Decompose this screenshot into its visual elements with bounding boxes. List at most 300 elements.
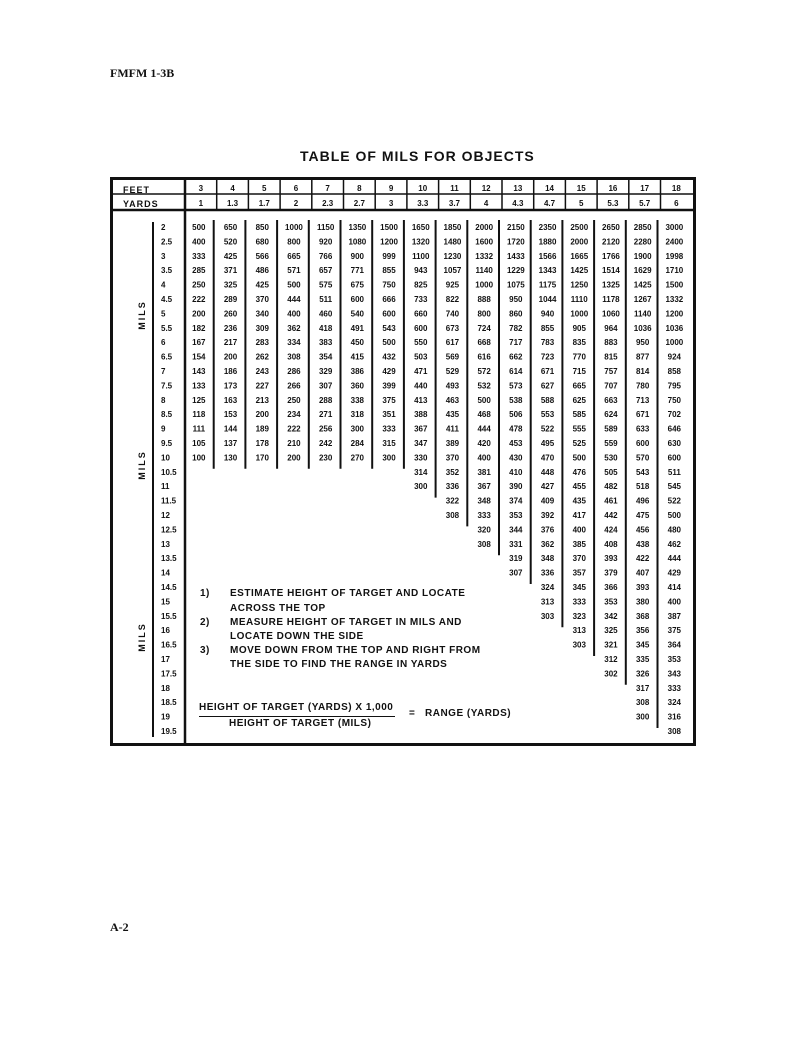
- mils-cell: 850: [255, 223, 269, 232]
- mils-cell: 444: [477, 424, 491, 434]
- mils-cell: 321: [604, 640, 618, 650]
- mils-cell: 766: [318, 251, 333, 261]
- mils-cell: 230: [318, 453, 333, 463]
- formula-numerator: HEIGHT OF TARGET (YARDS) X 1,000: [199, 702, 394, 713]
- mils-cell: 417: [572, 511, 586, 520]
- mils-cell: 105: [192, 439, 206, 448]
- mils-row-label: 7: [161, 367, 166, 376]
- mils-cell: 312: [604, 655, 618, 664]
- mils-row-label: 4.5: [161, 295, 173, 304]
- mils-cell: 570: [635, 453, 650, 463]
- mils-cell: 500: [477, 395, 491, 405]
- mils-cell: 1100: [412, 251, 430, 261]
- mils-cell: 250: [287, 395, 301, 405]
- mils-cell: 170: [255, 453, 269, 463]
- mils-cell: 940: [540, 309, 555, 319]
- mils-cell: 1710: [665, 266, 684, 276]
- mils-cell: 673: [445, 323, 460, 333]
- mils-cell: 780: [635, 381, 650, 391]
- mils-cell: 1500: [380, 223, 398, 232]
- mils-cell: 855: [540, 323, 555, 333]
- mils-cell: 999: [382, 251, 396, 261]
- mils-cell: 1110: [570, 295, 588, 304]
- mils-cell: 308: [287, 352, 301, 362]
- mils-cell: 418: [318, 323, 333, 333]
- mils-cell: 356: [635, 626, 650, 636]
- mils-table: [110, 177, 696, 746]
- mils-cell: 925: [445, 280, 460, 290]
- mils-cell: 2400: [665, 237, 684, 247]
- mils-cell: 482: [604, 482, 618, 492]
- mils-label-2: MILS: [136, 450, 147, 480]
- mils-cell: 943: [414, 266, 428, 276]
- yards-value: 4.3: [512, 199, 524, 208]
- mils-cell: 302: [604, 669, 618, 679]
- mils-cell: 518: [635, 482, 650, 492]
- mils-cell: 438: [635, 539, 650, 549]
- mils-cell: 860: [509, 309, 523, 319]
- yards-value: 3: [388, 199, 394, 208]
- mils-cell: 500: [192, 223, 206, 232]
- mils-cell: 964: [604, 323, 618, 333]
- mils-cell: 616: [477, 352, 491, 362]
- mils-cell: 520: [223, 237, 238, 247]
- mils-cell: 400: [572, 525, 586, 535]
- mils-row-label: 8.5: [161, 410, 173, 420]
- page-header: FMFM 1-3B: [110, 66, 175, 80]
- mils-cell: 370: [572, 554, 586, 564]
- mils-cell: 336: [445, 482, 460, 492]
- mils-cell: 1000: [665, 338, 684, 348]
- mils-cell: 111: [192, 424, 206, 434]
- mils-cell: 352: [445, 467, 460, 477]
- mils-cell: 538: [509, 395, 523, 405]
- mils-cell: 950: [509, 295, 523, 304]
- mils-cell: 496: [635, 496, 650, 506]
- mils-cell: 163: [223, 395, 238, 405]
- mils-cell: 1150: [316, 223, 335, 232]
- mils-cell: 154: [192, 352, 206, 362]
- mils-cell: 334: [287, 338, 301, 348]
- mils-row-label: 14: [161, 568, 170, 578]
- mils-cell: 569: [445, 352, 460, 362]
- feet-label: FEET: [123, 185, 151, 195]
- mils-cell: 455: [572, 482, 586, 492]
- mils-cell: 322: [445, 496, 460, 506]
- mils-cell: 348: [477, 496, 491, 506]
- mils-cell: 222: [287, 424, 301, 434]
- mils-cell: 723: [540, 352, 555, 362]
- mils-cell: 429: [667, 568, 682, 578]
- mils-cell: 657: [318, 266, 333, 276]
- mils-cell: 478: [509, 424, 523, 434]
- mils-cell: 200: [255, 410, 269, 420]
- instruction-3-line-1: MOVE DOWN FROM THE TOP AND RIGHT FROM: [230, 645, 481, 656]
- formula-result: RANGE (YARDS): [425, 708, 512, 719]
- mils-cell: 680: [255, 237, 269, 247]
- mils-row-label: 10.5: [161, 467, 177, 477]
- mils-cell: 410: [509, 467, 523, 477]
- feet-value: 5: [262, 184, 267, 193]
- mils-cell: 675: [350, 280, 365, 290]
- mils-cell: 724: [477, 323, 491, 333]
- mils-cell: 600: [382, 309, 396, 319]
- mils-cell: 314: [414, 467, 428, 477]
- mils-cell: 250: [192, 280, 206, 290]
- mils-cell: 650: [223, 223, 238, 232]
- mils-cell: 665: [572, 381, 586, 391]
- yards-value: 1: [198, 199, 204, 208]
- mils-cell: 600: [350, 295, 365, 304]
- mils-cell: 173: [223, 381, 238, 391]
- mils-cell: 1000: [570, 309, 589, 319]
- mils-cell: 630: [667, 439, 682, 448]
- feet-value: 16: [608, 184, 618, 193]
- mils-cell: 1514: [602, 266, 620, 276]
- mils-cell: 471: [414, 367, 428, 376]
- mils-cell: 284: [350, 439, 365, 448]
- mils-cell: 543: [635, 467, 650, 477]
- mils-cell: 390: [509, 482, 523, 492]
- mils-cell: 713: [635, 395, 650, 405]
- mils-cell: 270: [350, 453, 365, 463]
- mils-cell: 1766: [602, 251, 620, 261]
- mils-cell: 309: [255, 323, 269, 333]
- mils-cell: 333: [477, 511, 491, 520]
- mils-cell: 1000: [475, 280, 494, 290]
- mils-cell: 815: [604, 352, 618, 362]
- mils-cell: 271: [318, 410, 333, 420]
- mils-cell: 366: [604, 583, 618, 592]
- feet-value: 11: [450, 184, 459, 193]
- mils-cell: 1267: [633, 295, 652, 304]
- mils-cell: 345: [572, 583, 586, 592]
- instruction-1-line-1: ESTIMATE HEIGHT OF TARGET AND LOCATE: [230, 588, 466, 599]
- yards-value: 5.3: [607, 199, 619, 208]
- table-title: TABLE OF MILS FOR OBJECTS: [300, 148, 535, 164]
- mils-cell: 400: [477, 453, 491, 463]
- mils-cell: 545: [667, 482, 682, 492]
- mils-cell: 1000: [285, 223, 303, 232]
- mils-cell: 393: [604, 554, 618, 564]
- mils-row-label: 4: [161, 280, 166, 290]
- mils-cell: 1075: [506, 280, 525, 290]
- mils-cell: 364: [667, 640, 682, 650]
- mils-cell: 2850: [633, 223, 652, 232]
- mils-cell: 415: [350, 352, 365, 362]
- mils-cell: 338: [350, 395, 365, 405]
- mils-cell: 486: [255, 266, 269, 276]
- mils-cell: 500: [667, 511, 682, 520]
- mils-cell: 2000: [570, 237, 589, 247]
- mils-cell: 757: [604, 367, 618, 376]
- mils-cell: 1140: [475, 266, 493, 276]
- mils-cell: 660: [414, 309, 428, 319]
- mils-cell: 375: [667, 626, 682, 636]
- mils-cell: 300: [635, 712, 650, 722]
- mils-cell: 522: [540, 424, 555, 434]
- mils-cell: 303: [540, 611, 555, 621]
- mils-cell: 475: [635, 511, 650, 520]
- mils-cell: 444: [287, 295, 301, 304]
- mils-cell: 589: [604, 424, 618, 434]
- feet-value: 3: [198, 184, 204, 193]
- mils-row-label: 9: [161, 424, 166, 434]
- mils-cell: 600: [414, 323, 428, 333]
- mils-cell: 825: [414, 280, 428, 290]
- mils-cell: 303: [572, 640, 586, 650]
- mils-cell: 186: [223, 367, 238, 376]
- mils-cell: 118: [192, 410, 206, 420]
- mils-cell: 2150: [506, 223, 525, 232]
- feet-value: 7: [325, 184, 330, 193]
- mils-cell: 715: [572, 367, 586, 376]
- mils-cell: 308: [635, 698, 650, 708]
- mils-cell: 505: [604, 467, 618, 477]
- feet-value: 6: [293, 184, 299, 193]
- mils-cell: 399: [382, 381, 396, 391]
- yards-value: 3.3: [417, 199, 429, 208]
- mils-cell: 367: [414, 424, 428, 434]
- mils-row-label: 5: [161, 309, 166, 319]
- mils-cell: 1320: [411, 237, 430, 247]
- mils-cell: 491: [350, 323, 365, 333]
- mils-cell: 550: [414, 338, 428, 348]
- mils-cell: 319: [509, 554, 523, 564]
- mils-cell: 585: [572, 410, 586, 420]
- feet-value: 10: [418, 184, 428, 193]
- mils-label-1: MILS: [136, 300, 147, 330]
- mils-cell: 318: [350, 410, 365, 420]
- mils-cell: 283: [255, 338, 269, 348]
- mils-cell: 624: [604, 410, 618, 420]
- mils-cell: 2120: [602, 237, 620, 247]
- mils-cell: 333: [572, 597, 586, 607]
- mils-cell: 663: [604, 395, 618, 405]
- mils-cell: 351: [382, 410, 396, 420]
- mils-cell: 468: [477, 410, 491, 420]
- yards-value: 1.7: [258, 199, 270, 208]
- yards-value: 5.7: [639, 199, 651, 208]
- mils-cell: 2350: [538, 223, 557, 232]
- mils-cell: 222: [192, 295, 206, 304]
- mils-cell: 600: [667, 453, 682, 463]
- mils-cell: 435: [572, 496, 586, 506]
- mils-cell: 1433: [506, 251, 525, 261]
- mils-cell: 1332: [475, 251, 494, 261]
- mils-cell: 353: [667, 655, 682, 664]
- mils-cell: 325: [223, 280, 238, 290]
- mils-cell: 750: [382, 280, 396, 290]
- mils-cell: 331: [509, 539, 523, 549]
- mils-cell: 1425: [633, 280, 652, 290]
- feet-value: 4: [230, 184, 235, 193]
- yards-value: 3.7: [448, 199, 461, 208]
- mils-cell: 317: [635, 683, 650, 693]
- mils-cell: 500: [572, 453, 586, 463]
- mils-cell: 540: [350, 309, 365, 319]
- mils-cell: 571: [287, 266, 301, 276]
- mils-cell: 376: [540, 525, 555, 535]
- mils-cell: 420: [477, 439, 491, 448]
- mils-row-label: 16.5: [161, 640, 177, 650]
- mils-cell: 381: [477, 467, 491, 477]
- mils-cell: 320: [477, 525, 491, 535]
- mils-cell: 1900: [633, 251, 652, 261]
- mils-cell: 370: [445, 453, 460, 463]
- mils-cell: 668: [477, 338, 491, 348]
- mils-cell: 495: [540, 439, 555, 448]
- mils-cell: 633: [635, 424, 650, 434]
- mils-cell: 924: [667, 352, 682, 362]
- mils-cell: 153: [223, 410, 238, 420]
- mils-row-label: 6.5: [161, 352, 173, 362]
- mils-cell: 234: [287, 410, 301, 420]
- mils-cell: 476: [572, 467, 586, 477]
- mils-cell: 362: [540, 539, 555, 549]
- mils-cell: 333: [192, 251, 206, 261]
- mils-cell: 1650: [411, 223, 430, 232]
- mils-cell: 137: [223, 439, 238, 448]
- mils-cell: 217: [223, 338, 238, 348]
- mils-cell: 344: [509, 525, 523, 535]
- mils-cell: 440: [414, 381, 428, 391]
- mils-cell: 367: [477, 482, 491, 492]
- instruction-2-line-2: LOCATE DOWN THE SIDE: [230, 631, 364, 642]
- mils-cell: 1665: [570, 251, 589, 261]
- mils-cell: 617: [445, 338, 460, 348]
- mils-cell: 308: [477, 539, 491, 549]
- mils-cell: 243: [255, 367, 269, 376]
- mils-cell: 316: [667, 712, 682, 722]
- mils-cell: 1229: [506, 266, 525, 276]
- mils-cell: 671: [540, 367, 555, 376]
- mils-cell: 1057: [443, 266, 462, 276]
- mils-cell: 900: [350, 251, 365, 261]
- mils-cell: 555: [572, 424, 586, 434]
- mils-cell: 448: [540, 467, 555, 477]
- mils-cell: 625: [572, 395, 586, 405]
- mils-cell: 362: [287, 323, 301, 333]
- mils-cell: 300: [350, 424, 365, 434]
- mils-cell: 227: [255, 381, 269, 391]
- formula-denominator: HEIGHT OF TARGET (MILS): [229, 718, 372, 729]
- mils-cell: 429: [382, 367, 396, 376]
- feet-value: 9: [388, 184, 394, 193]
- mils-cell: 814: [635, 367, 650, 376]
- mils-cell: 374: [509, 496, 523, 506]
- mils-cell: 368: [635, 611, 650, 621]
- yards-value: 1.3: [226, 199, 239, 208]
- mils-cell: 379: [604, 568, 618, 578]
- mils-cell: 386: [350, 367, 365, 376]
- mils-cell: 313: [572, 626, 586, 636]
- mils-cell: 336: [540, 568, 555, 578]
- yards-value: 5: [579, 199, 584, 208]
- mils-cell: 702: [667, 410, 682, 420]
- mils-cell: 1880: [538, 237, 557, 247]
- mils-cell: 340: [255, 309, 269, 319]
- mils-cell: 646: [667, 424, 682, 434]
- mils-cell: 511: [319, 295, 333, 304]
- mils-cell: 553: [540, 410, 555, 420]
- mils-cell: 411: [445, 424, 459, 434]
- mils-cell: 133: [192, 381, 206, 391]
- mils-cell: 614: [509, 367, 523, 376]
- mils-cell: 324: [667, 698, 682, 708]
- mils-cell: 407: [635, 568, 650, 578]
- mils-cell: 326: [635, 669, 650, 679]
- mils-cell: 371: [223, 266, 238, 276]
- instruction-2-line-1: MEASURE HEIGHT OF TARGET IN MILS AND: [230, 617, 462, 628]
- mils-cell: 740: [445, 309, 460, 319]
- mils-cell: 236: [223, 323, 238, 333]
- yards-value: 6: [674, 199, 679, 208]
- feet-value: 8: [357, 184, 362, 193]
- mils-cell: 329: [318, 367, 333, 376]
- mils-cell: 125: [192, 395, 206, 405]
- feet-value: 17: [640, 184, 650, 193]
- mils-cell: 1629: [633, 266, 652, 276]
- mils-row-label: 5.5: [161, 323, 173, 333]
- mils-cell: 262: [255, 352, 269, 362]
- mils-cell: 256: [318, 424, 333, 434]
- mils-row-label: 13: [161, 539, 170, 549]
- mils-cell: 559: [604, 439, 618, 448]
- mils-row-label: 15: [161, 597, 170, 607]
- instruction-2-num: 2): [200, 617, 210, 628]
- mils-cell: 1325: [602, 280, 620, 290]
- yards-value: 4: [483, 199, 489, 208]
- mils-row-label: 18.5: [161, 698, 177, 708]
- mils-cell: 1332: [665, 295, 684, 304]
- mils-cell: 905: [572, 323, 586, 333]
- mils-cell: 442: [604, 511, 618, 520]
- mils-row-label: 8: [161, 395, 166, 405]
- feet-value: 13: [513, 184, 523, 193]
- mils-cell: 1850: [443, 223, 462, 232]
- mils-cell: 200: [192, 309, 206, 319]
- mils-cell: 1036: [665, 323, 684, 333]
- mils-cell: 543: [382, 323, 396, 333]
- mils-cell: 950: [635, 338, 650, 348]
- mils-cell: 783: [540, 338, 555, 348]
- mils-cell: 835: [572, 338, 586, 348]
- yards-value: 4.7: [543, 199, 556, 208]
- mils-cell: 288: [318, 395, 333, 405]
- mils-cell: 144: [223, 424, 238, 434]
- mils-cell: 532: [477, 381, 491, 391]
- mils-cell: 100: [192, 453, 206, 463]
- mils-cell: 671: [635, 410, 650, 420]
- mils-cell: 424: [604, 525, 618, 535]
- mils-cell: 1480: [443, 237, 462, 247]
- mils-cell: 178: [255, 439, 269, 448]
- mils-cell: 353: [509, 511, 523, 520]
- mils-label-3: MILS: [136, 622, 147, 652]
- mils-cell: 782: [509, 323, 523, 333]
- mils-cell: 409: [540, 496, 555, 506]
- mils-cell: 2000: [475, 223, 494, 232]
- mils-cell: 1250: [570, 280, 589, 290]
- mils-row-label: 18: [161, 683, 170, 693]
- mils-cell: 470: [540, 453, 555, 463]
- mils-cell: 462: [667, 539, 682, 549]
- mils-cell: 733: [414, 295, 428, 304]
- mils-cell: 500: [382, 338, 396, 348]
- mils-cell: 1200: [380, 237, 398, 247]
- mils-cell: 453: [509, 439, 523, 448]
